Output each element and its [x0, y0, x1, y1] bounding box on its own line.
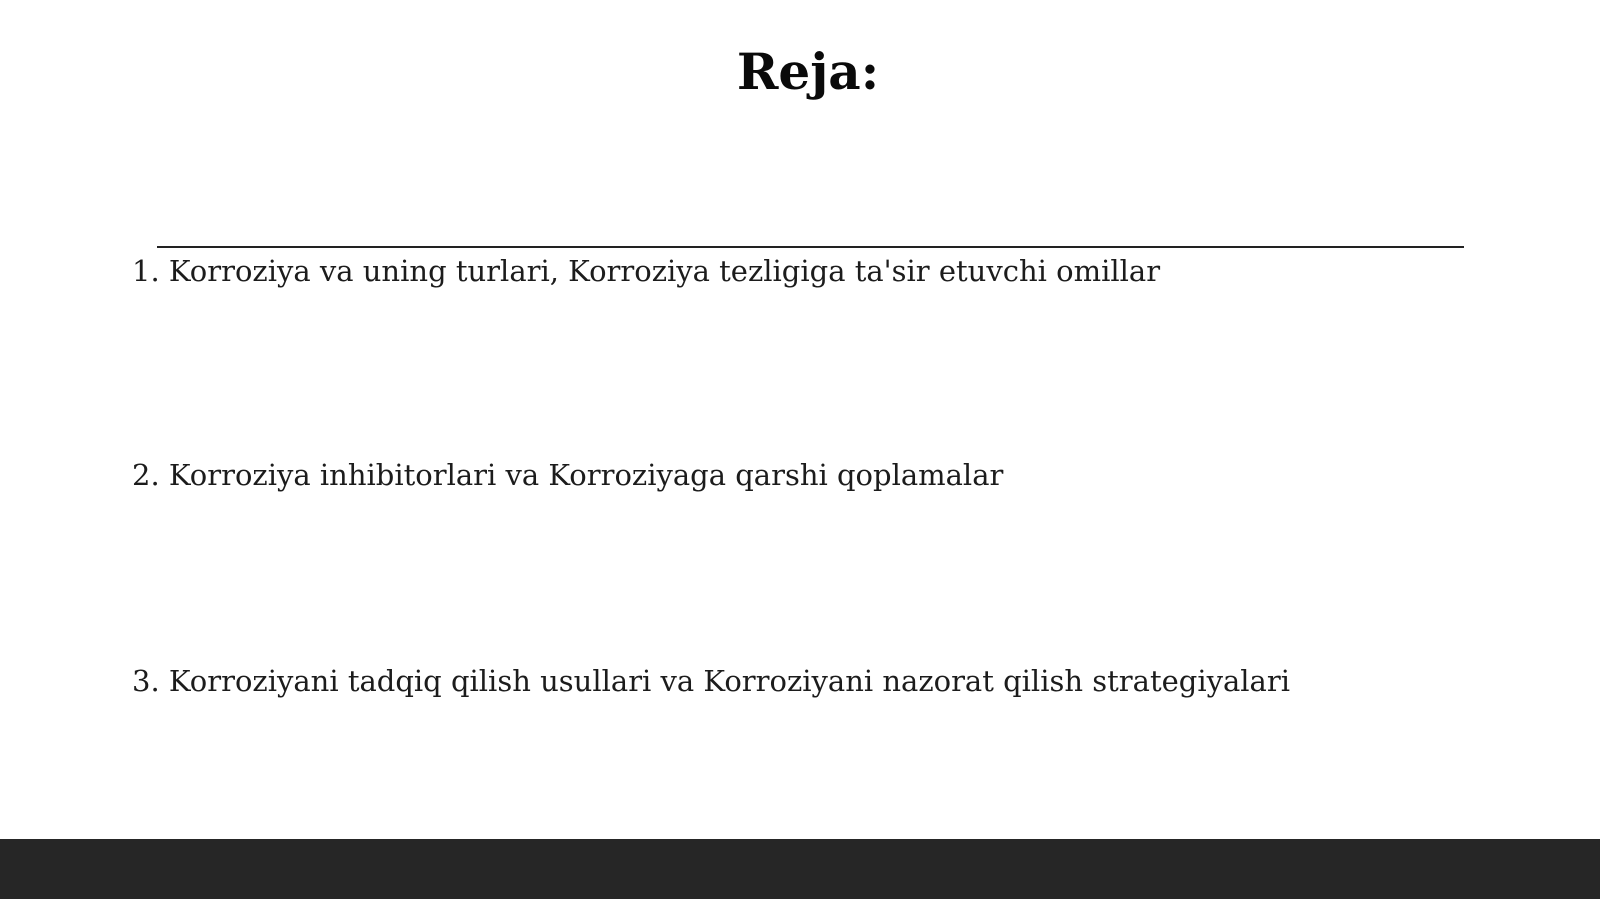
slide-title: Reja: — [736, 42, 880, 101]
agenda-item-number: 3. — [132, 664, 160, 698]
agenda-item-text: Korroziya inhibitorlari va Korroziyaga qarshi qoplamalar — [168, 458, 1004, 492]
agenda-item-text: Korroziyani tadqiq qilish usullari va Korroziyani nazorat qilish strategiyalari — [168, 664, 1290, 698]
agenda-item-2 — [132, 455, 1003, 495]
footer-bar — [0, 839, 1600, 899]
agenda-item-number: 2. — [132, 458, 160, 492]
title-divider — [157, 246, 1464, 248]
agenda-item-3 — [132, 661, 1290, 701]
agenda-item-1 — [132, 251, 1160, 291]
agenda-item-number: 1. — [132, 254, 160, 288]
agenda-item-text: Korroziya va uning turlari, Korroziya tezligiga ta'sir etuvchi omillar — [168, 254, 1161, 288]
